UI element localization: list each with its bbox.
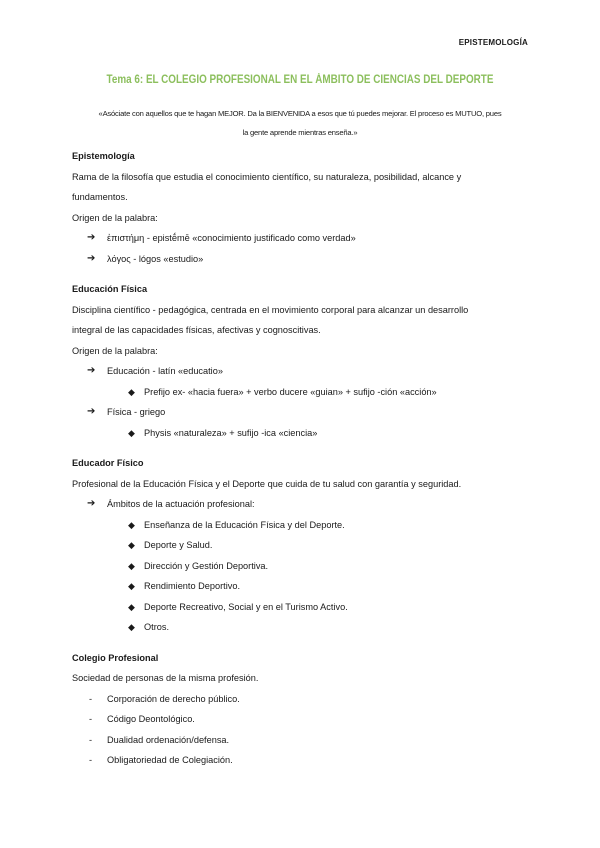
section-heading: Educador Físico	[72, 458, 144, 468]
list-item-text: Enseñanza de la Educación Física y del Deporte.	[144, 519, 345, 530]
arrow-bullet-icon: ➔	[87, 252, 96, 264]
sub-list-item	[72, 535, 532, 556]
header-section-label: EPISTEMOLOGÍA	[458, 38, 528, 47]
document-body	[72, 146, 532, 771]
quote-line-1: «Asóciate con aquellos que te hagan MEJOR. Da la BIENVENIDA a esos que tú puedes mejorar. El proceso es MUTUO, pues	[98, 109, 502, 118]
list-item-text: ἐπιστήμη - epistḗmē «conocimiento justificado como verdad»	[107, 233, 356, 243]
paragraph-line: integral de las capacidades físicas, afectivas y cognoscitivas.	[72, 325, 321, 335]
dash-bullet-icon: -	[89, 734, 93, 745]
list-item-text: Educación - latín «educatio»	[107, 366, 223, 376]
list-item	[72, 750, 532, 771]
arrow-bullet-icon: ➔	[87, 406, 96, 417]
list-item-text: Deporte Recreativo, Social y en el Turismo Activo.	[144, 601, 348, 612]
list-item	[72, 361, 532, 382]
diamond-bullet-icon: ◆	[128, 386, 135, 397]
sub-list-item	[72, 423, 532, 444]
list-item-text: Deporte y Salud.	[144, 540, 213, 550]
dash-bullet-icon: -	[89, 693, 93, 704]
sub-list-item	[72, 556, 532, 577]
list-item	[72, 228, 532, 249]
dash-bullet-icon: -	[89, 755, 93, 765]
section-educacion-fisica	[72, 279, 532, 443]
diamond-bullet-icon: ◆	[128, 427, 135, 438]
paragraph-line: Profesional de la Educación Física y el Deporte que cuida de tu salud con garantía y seguridad.	[72, 478, 462, 489]
list-item-text: Rendimiento Deportivo.	[144, 581, 241, 591]
list-item	[72, 249, 532, 270]
paragraph-line: Rama de la filosofía que estudia el conocimiento científico, su naturaleza, posibilidad, alcance y	[72, 171, 462, 182]
list-item-text: Otros.	[144, 622, 170, 632]
sub-list-item	[72, 617, 532, 638]
sub-list-item	[72, 597, 532, 618]
sub-list-item	[72, 576, 532, 597]
diamond-bullet-icon: ◆	[128, 519, 135, 530]
list-item-text: Física - griego	[107, 407, 166, 417]
list-item-text: Dirección y Gestión Deportiva.	[144, 560, 269, 571]
diamond-bullet-icon: ◆	[128, 560, 135, 571]
list-item	[72, 689, 532, 710]
dash-bullet-icon: -	[89, 714, 93, 724]
list-item	[72, 709, 532, 730]
paragraph-line: fundamentos.	[72, 192, 128, 202]
list-item-text: λόγος - lógos «estudio»	[107, 253, 204, 264]
list-item-text: Dualidad ordenación/defensa.	[107, 734, 230, 745]
list-item-text: Corporación de derecho público.	[107, 693, 240, 704]
paragraph-line: Disciplina científico - pedagógica, centrada en el movimiento corporal para alcanzar un desarrollo	[72, 304, 469, 315]
list-item-text: Código Deontológico.	[107, 714, 195, 724]
list-item-text: Ámbitos de la actuación profesional:	[107, 499, 255, 509]
list-item-text: Obligatoriedad de Colegiación.	[107, 755, 233, 765]
origin-label: Origen de la palabra:	[72, 345, 158, 356]
section-educador-fisico	[72, 453, 532, 638]
section-epistemologia	[72, 146, 532, 269]
sub-list-item	[72, 382, 532, 403]
diamond-bullet-icon: ◆	[128, 601, 135, 612]
section-heading: Educación Física	[72, 284, 148, 294]
arrow-bullet-icon: ➔	[87, 232, 96, 243]
paragraph-line: Sociedad de personas de la misma profesión.	[72, 673, 259, 683]
origin-label: Origen de la palabra:	[72, 212, 158, 223]
list-item	[72, 494, 532, 515]
list-item	[72, 402, 532, 423]
diamond-bullet-icon: ◆	[128, 540, 135, 550]
section-heading: Epistemología	[72, 151, 135, 161]
quote-block	[72, 104, 528, 142]
diamond-bullet-icon: ◆	[128, 581, 135, 591]
list-item-text: Prefijo ex- «hacia fuera» + verbo ducere «guian» + sufijo -ción «acción»	[144, 386, 437, 397]
arrow-bullet-icon: ➔	[87, 498, 96, 509]
section-colegio-profesional	[72, 648, 532, 771]
list-item	[72, 730, 532, 751]
list-item-text: Physis «naturaleza» + sufijo -ica «ciencia»	[144, 427, 318, 438]
sub-list-item	[72, 515, 532, 536]
quote-line-2: la gente aprende mientras enseña.»	[242, 128, 358, 137]
document-title: Tema 6: EL COLEGIO PROFESIONAL EN EL ÁMBITO DE CIENCIAS DEL DEPORTE	[106, 74, 494, 86]
section-heading: Colegio Profesional	[72, 652, 159, 663]
diamond-bullet-icon: ◆	[128, 622, 135, 632]
arrow-bullet-icon: ➔	[87, 365, 96, 376]
